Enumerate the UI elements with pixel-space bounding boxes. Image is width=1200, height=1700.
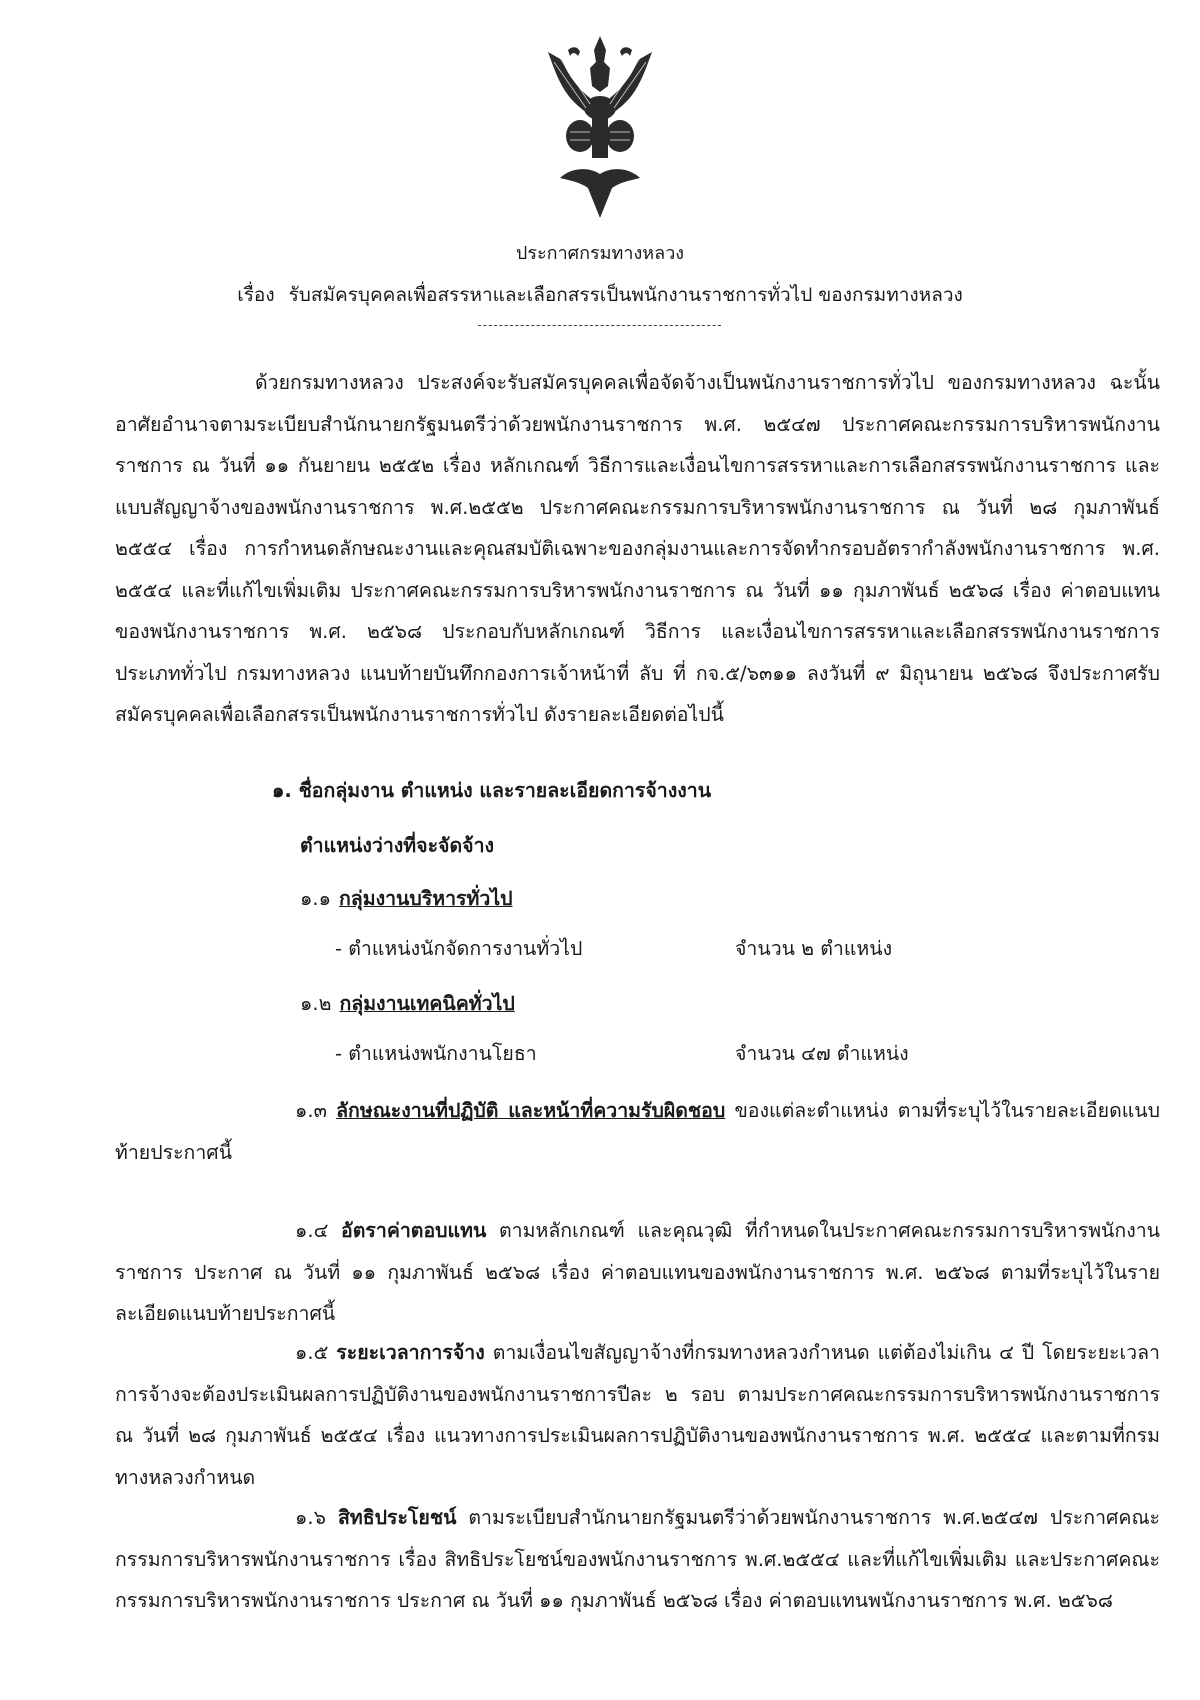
vacancy-subheading: ตำแหน่งว่างที่จะจัดจ้าง: [300, 834, 495, 857]
intro-paragraph: [115, 362, 1160, 736]
section-title: สิทธิประโยชน์: [337, 1506, 457, 1529]
title-divider: ----------------------------------------------: [477, 318, 723, 332]
section-1-3: [115, 1090, 1160, 1173]
section-1-6: [115, 1497, 1160, 1622]
garuda-emblem-icon: [540, 28, 660, 223]
subject-text: รับสมัครบุคคลเพื่อสรรหาและเลือกสรรเป็นพนักงานราชการทั่วไป ของกรมทางหลวง: [288, 284, 963, 306]
job-group-1-1: [300, 883, 513, 914]
position-count: จำนวน ๔๗ ตำแหน่ง: [735, 1042, 909, 1065]
subject-label: เรื่อง: [237, 284, 275, 306]
announcement-title: ประกาศกรมทางหลวง: [515, 243, 685, 264]
section-1-heading: ๑. ชื่อกลุ่มงาน ตำแหน่ง และรายละเอียดการจ้างงาน: [272, 779, 712, 802]
position-count: จำนวน ๒ ตำแหน่ง: [735, 937, 893, 960]
section-number: ๑.๕: [295, 1341, 329, 1364]
group-name: กลุ่มงานเทคนิคทั่วไป: [339, 992, 515, 1015]
section-number: ๑.๓: [295, 1099, 327, 1122]
position-row: [335, 933, 893, 964]
section-title: ลักษณะงานที่ปฏิบัติ และหน้าที่ความรับผิดชอบ: [336, 1099, 726, 1122]
section-text: ตามเงื่อนไขสัญญาจ้างที่กรมทางหลวงกำหนด แต่ต้องไม่เกิน ๔ ปี โดยระยะเวลาการจ้างจะต้องประเมินผลการปฏิบัติงานของพนักงานราชการปีละ ๒ รอบ ตามประกาศคณะกรรมการบริหารพนักงานราชการ ณ วันที่ ๒๘ กุมภาพันธ์ ๒๕๕๔ เรื่อง แนวทางการประเมินผลการปฏิบัติงานของพนักงานราชการ พ.ศ. ๒๕๕๔ และตามที่กรมทางหลวงกำหนด: [115, 1341, 1161, 1489]
section-text: ตามระเบียบสำนักนายกรัฐมนตรีว่าด้วยพนักงานราชการ พ.ศ.๒๕๔๗ ประกาศคณะกรรมการบริหารพนักงานราชการ เรื่อง สิทธิประโยชน์ของพนักงานราชการ พ.ศ.๒๕๕๔ และที่แก้ไขเพิ่มเติม และประกาศคณะกรรมการบริหารพนักงานราชการ ประกาศ ณ วันที่ ๑๑ กุมภาพันธ์ ๒๕๖๘ เรื่อง ค่าตอบแทนพนักงานราชการ พ.ศ. ๒๕๖๘: [115, 1506, 1161, 1612]
section-title: อัตราค่าตอบแทน: [341, 1219, 487, 1242]
section-title: ระยะเวลาการจ้าง: [336, 1341, 485, 1364]
job-group-1-2: [300, 988, 515, 1019]
group-name: กลุ่มงานบริหารทั่วไป: [338, 887, 513, 910]
position-name: - ตำแหน่งพนักงานโยธา: [335, 1042, 537, 1065]
group-number: ๑.๑: [300, 887, 331, 910]
section-1-5: [115, 1332, 1160, 1498]
position-row: [335, 1038, 909, 1069]
announcement-subject: [0, 280, 1200, 310]
section-text: ของแต่ละตำแหน่ง ตามที่ระบุไว้ในรายละเอียดแนบท้ายประกาศนี้: [115, 1099, 1161, 1164]
section-text: ตามหลักเกณฑ์ และคุณวุฒิ ที่กำหนดในประกาศคณะกรรมการบริหารพนักงานราชการ ประกาศ ณ วันที่ ๑๑ กุมภาพันธ์ ๒๕๖๘ เรื่อง ค่าตอบแทนของพนักงานราชการ พ.ศ. ๒๕๖๘ ตามที่ระบุไว้ในรายละเอียดแนบท้ายประกาศนี้: [115, 1219, 1160, 1325]
section-number: ๑.๔: [295, 1219, 329, 1242]
section-1-4: [115, 1210, 1160, 1335]
section-number: ๑.๖: [295, 1506, 326, 1529]
intro-text: ด้วยกรมทางหลวง ประสงค์จะรับสมัครบุคคลเพื่อจัดจ้างเป็นพนักงานราชการทั่วไป ของกรมทางหลวง ฉะนั้น อาศัยอำนาจตามระเบียบสำนักนายกรัฐมนตรีว่าด้วยพนักงานราชการ พ.ศ. ๒๕๔๗ ประกาศคณะกรรมการบริหารพนักงานราชการ ณ วันที่ ๑๑ กันยายน ๒๕๕๒ เรื่อง หลักเกณฑ์ วิธีการและเงื่อนไขการสรรหาและการเลือกสรรพนักงานราชการ และแบบสัญญาจ้างของพนักงานราชการ พ.ศ.๒๕๕๒ ประกาศคณะกรรมการบริหารพนักงานราชการ ณ วันที่ ๒๘ กุมภาพันธ์ ๒๕๕๔ เรื่อง การกำหนดลักษณะงานและคุณสมบัติเฉพาะของกลุ่มงานและการจัดทำกรอบอัตรากำลังพนักงานราชการ พ.ศ. ๒๕๕๔ และที่แก้ไขเพิ่มเติม ประกาศคณะกรรมการบริหารพนักงานราชการ ณ วันที่ ๑๑ กุมภาพันธ์ ๒๕๖๘ เรื่อง ค่าตอบแทนของพนักงานราชการ พ.ศ. ๒๕๖๘ ประกอบกับหลักเกณฑ์ วิธีการ และเงื่อนไขการสรรหาและเลือกสรรพนักงานราชการ ประเภททั่วไป กรมทางหลวง แนบท้ายบันทึกกองการเจ้าหน้าที่ ลับ ที่ กจ.๕/๖๓๑๑ ลงวันที่ ๙ มิถุนายน ๒๕๖๘ จึงประกาศรับสมัครบุคคลเพื่อเลือกสรรเป็นพนักงานราชการทั่วไป ดังรายละเอียดต่อไปนี้: [115, 371, 1160, 726]
group-number: ๑.๒: [300, 992, 332, 1015]
position-name: - ตำแหน่งนักจัดการงานทั่วไป: [335, 937, 583, 960]
